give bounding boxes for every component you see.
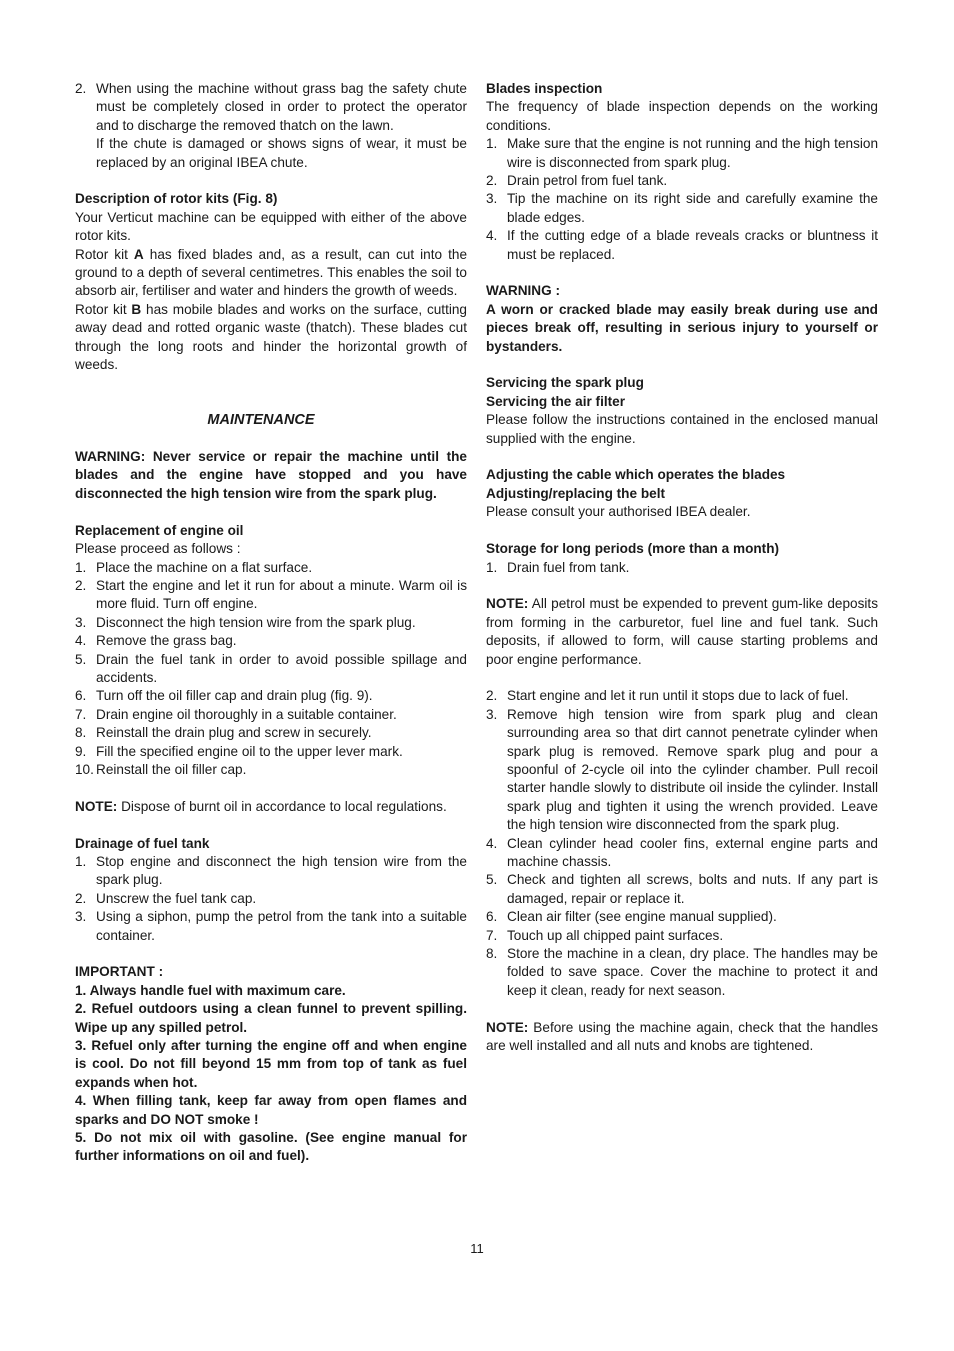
paragraph: Please follow the instructions contained in the enclosed manual supplied with the engine. bbox=[486, 412, 878, 446]
list-item bbox=[486, 172, 878, 190]
list-text: Drain petrol from fuel tank. bbox=[507, 173, 668, 189]
oil-note: NOTE: Dispose of burnt oil in accordance to local regulations. bbox=[75, 798, 447, 814]
fuel-steps-list bbox=[75, 853, 467, 945]
list-number: 3. bbox=[486, 706, 498, 722]
paragraph-rotor-a: Rotor kit A has fixed blades and, as a result, can cut into the ground to a depth of several centimetres. This enables the soil to absorb air, fertiliser and water and hinders the growth of weeds. bbox=[75, 246, 468, 299]
list-text: When using the machine without grass bag the safety chute must be completely closed in order to protect the operator and to discharge the removed thatch on the lawn. bbox=[96, 81, 467, 133]
list-item bbox=[75, 577, 467, 614]
list-number: 3. bbox=[75, 614, 87, 630]
section-heading-storage: Storage for long periods (more than a month) bbox=[486, 541, 780, 557]
list-item bbox=[75, 890, 467, 908]
list-text: Touch up all chipped paint surfaces. bbox=[507, 927, 724, 943]
important-item: 3. Refuel only after turning the engine off and when engine is cool. Do not fill beyond 15 mm from top of tank as fuel expands when hot. bbox=[75, 1038, 467, 1090]
important-item: 2. Refuel outdoors using a clean funnel to prevent spilling. Wipe up any spilled petrol. bbox=[75, 1001, 467, 1035]
list-text: Start the engine and let it run for about a minute. Warm oil is more fluid. Turn off engine. bbox=[96, 577, 467, 612]
section-heading-fuel: Drainage of fuel tank bbox=[75, 835, 210, 851]
list-item bbox=[75, 80, 467, 135]
maintenance-warning: WARNING: Never service or repair the machine until the blades and the engine have stopped and you have disconnected the high tension wire from the spark plug. bbox=[75, 449, 467, 501]
list-text: Clean air filter (see engine manual supplied). bbox=[507, 909, 777, 925]
list-item bbox=[75, 908, 467, 945]
section-heading-rotor: Description of rotor kits (Fig. 8) bbox=[75, 191, 278, 207]
list-item bbox=[75, 651, 467, 688]
left-column bbox=[75, 80, 467, 1166]
list-number: 1. bbox=[486, 136, 498, 152]
list-item bbox=[75, 559, 467, 577]
list-text: Start engine and let it run until it stops due to lack of fuel. bbox=[507, 688, 849, 704]
list-number: 8. bbox=[486, 946, 498, 961]
list-text: Make sure that the engine is not running and the high tension wire is disconnected from spark plug. bbox=[507, 136, 878, 170]
list-item bbox=[486, 227, 878, 264]
list-number: 2. bbox=[75, 890, 87, 906]
section-heading-spark: Servicing the spark plug bbox=[486, 375, 644, 391]
list-text: If the cutting edge of a blade reveals cracks or bluntness it must be replaced. bbox=[507, 228, 878, 262]
important-list bbox=[75, 982, 467, 1166]
warning-heading: WARNING : bbox=[486, 283, 561, 299]
list-item bbox=[75, 632, 467, 650]
list-item bbox=[75, 761, 467, 779]
paragraph-rotor-b: Rotor kit B has mobile blades and works on the surface, cutting away dead and rotted organic waste (thatch). These blades cut through the long roots and hinder the horizontal growth of weeds. bbox=[75, 301, 467, 373]
list-text: Drain the fuel tank in order to avoid possible spillage and accidents. bbox=[96, 651, 467, 685]
paragraph: If the chute is damaged or shows signs of wear, it must be replaced by an original IBEA chute. bbox=[96, 136, 467, 170]
list-text: Place the machine on a flat surface. bbox=[96, 559, 313, 575]
list-text: Tip the machine on its right side and carefully examine the blade edges. bbox=[507, 191, 878, 225]
list-item bbox=[486, 190, 878, 227]
list-text: Drain engine oil thoroughly in a suitable container. bbox=[96, 706, 397, 722]
list-text: Check and tighten all screws, bolts and nuts. If any part is damaged, repair or replace it. bbox=[507, 872, 878, 906]
list-item bbox=[486, 871, 878, 908]
list-number: 1. bbox=[75, 559, 87, 575]
list-number: 3. bbox=[486, 191, 498, 207]
list-text: Reinstall the drain plug and screw in securely. bbox=[96, 725, 372, 741]
list-item bbox=[75, 687, 467, 705]
list-number: 2. bbox=[75, 577, 87, 593]
list-number: 7. bbox=[486, 927, 498, 943]
list-text: Remove high tension wire from spark plug and clean surrounding area so that dirt cannot penetrate cylinder when spark plug is removed. Remove spark plug and pour a spoonful of 2-cycle oil into the cylinder chamber. Pull recoil starter handle slowly to distribute oil inside the cylinder. Install spark plug and tighten it using the wrench provided. Leave the high tension wire disconnected from the spark plug. bbox=[507, 706, 878, 833]
list-item bbox=[75, 853, 467, 890]
list-item bbox=[486, 927, 878, 945]
list-text: Store the machine in a clean, dry place. The handles may be folded to save space. Cover the machine to protect it and keep it clean, ready for next season. bbox=[507, 946, 878, 998]
list-number: 1. bbox=[75, 853, 87, 869]
list-item bbox=[75, 743, 467, 761]
list-number: 6. bbox=[486, 909, 498, 925]
paragraph: Please consult your authorised IBEA dealer. bbox=[486, 504, 751, 520]
list-number: 2. bbox=[75, 81, 87, 96]
oil-steps-list bbox=[75, 559, 467, 780]
list-item bbox=[486, 135, 878, 172]
list-text: Turn off the oil filler cap and drain plug (fig. 9). bbox=[96, 688, 373, 704]
list-text: Stop engine and disconnect the high tension wire from the spark plug. bbox=[96, 853, 467, 888]
list-number: 5. bbox=[75, 651, 87, 667]
list-number: 10. bbox=[75, 761, 94, 777]
important-heading: IMPORTANT : bbox=[75, 964, 164, 980]
list-item bbox=[486, 706, 878, 835]
blades-steps-list bbox=[486, 135, 878, 264]
paragraph: Your Verticut machine can be equipped with either of the above rotor kits. bbox=[75, 209, 467, 244]
list-number: 4. bbox=[486, 835, 498, 851]
storage-note: NOTE: All petrol must be expended to prevent gum-like deposits from forming in the carburetor, fuel line and fuel tank. Such deposits, if allowed to form, will cause starting problems and poor engine performance. bbox=[486, 596, 878, 667]
section-heading-air: Servicing the air filter bbox=[486, 393, 626, 409]
section-heading-cable: Adjusting the cable which operates the blades bbox=[486, 467, 786, 483]
list-text: Using a siphon, pump the petrol from the tank into a suitable container. bbox=[96, 909, 467, 943]
important-item: 4. When filling tank, keep far away from open flames and sparks and DO NOT smoke ! bbox=[75, 1093, 467, 1127]
list-number: 4. bbox=[486, 228, 498, 244]
list-text: Fill the specified engine oil to the upper lever mark. bbox=[96, 743, 403, 759]
list-text: Disconnect the high tension wire from the spark plug. bbox=[96, 614, 416, 630]
section-heading-blades: Blades inspection bbox=[486, 81, 603, 96]
list-number: 6. bbox=[75, 688, 87, 704]
warning-text: A worn or cracked blade may easily break during use and pieces break off, resulting in serious injury to yourself or bystanders. bbox=[486, 301, 878, 354]
list-text: Clean cylinder head cooler fins, external engine parts and machine chassis. bbox=[507, 835, 878, 869]
list-item bbox=[486, 835, 878, 872]
maintenance-title: MAINTENANCE bbox=[207, 412, 315, 429]
section-heading-belt: Adjusting/replacing the belt bbox=[486, 485, 665, 501]
important-item: 5. Do not mix oil with gasoline. (See engine manual for further informations on oil and fuel). bbox=[75, 1130, 467, 1164]
list-item bbox=[75, 706, 467, 724]
list-text: Remove the grass bag. bbox=[96, 633, 237, 649]
list-number: 3. bbox=[75, 909, 87, 925]
section-heading-oil: Replacement of engine oil bbox=[75, 522, 244, 538]
right-column bbox=[486, 80, 878, 1055]
paragraph: Please proceed as follows : bbox=[75, 541, 241, 557]
list-item bbox=[486, 945, 878, 1000]
list-number: 2. bbox=[486, 173, 498, 189]
important-item: 1. Always handle fuel with maximum care. bbox=[75, 982, 346, 998]
list-number: 9. bbox=[75, 743, 87, 759]
list-number: 7. bbox=[75, 706, 87, 722]
list-text: Unscrew the fuel tank cap. bbox=[96, 890, 257, 906]
list-number: 4. bbox=[75, 633, 87, 649]
list-item bbox=[486, 687, 878, 705]
list-number: 8. bbox=[75, 725, 87, 741]
list-item: 1. Drain fuel from tank. bbox=[486, 559, 630, 575]
storage-steps-list bbox=[486, 687, 878, 1000]
list-item bbox=[486, 908, 878, 926]
list-text: Reinstall the oil filler cap. bbox=[96, 761, 247, 777]
final-note: NOTE: Before using the machine again, check that the handles are well installed and all nuts and knobs are tightened. bbox=[486, 1019, 878, 1054]
paragraph: The frequency of blade inspection depends on the working conditions. bbox=[486, 99, 878, 133]
list-number: 2. bbox=[486, 688, 498, 704]
list-number: 5. bbox=[486, 872, 498, 888]
list-item bbox=[75, 724, 467, 742]
page-number: 11 bbox=[470, 1241, 484, 1256]
list-item bbox=[75, 614, 467, 632]
